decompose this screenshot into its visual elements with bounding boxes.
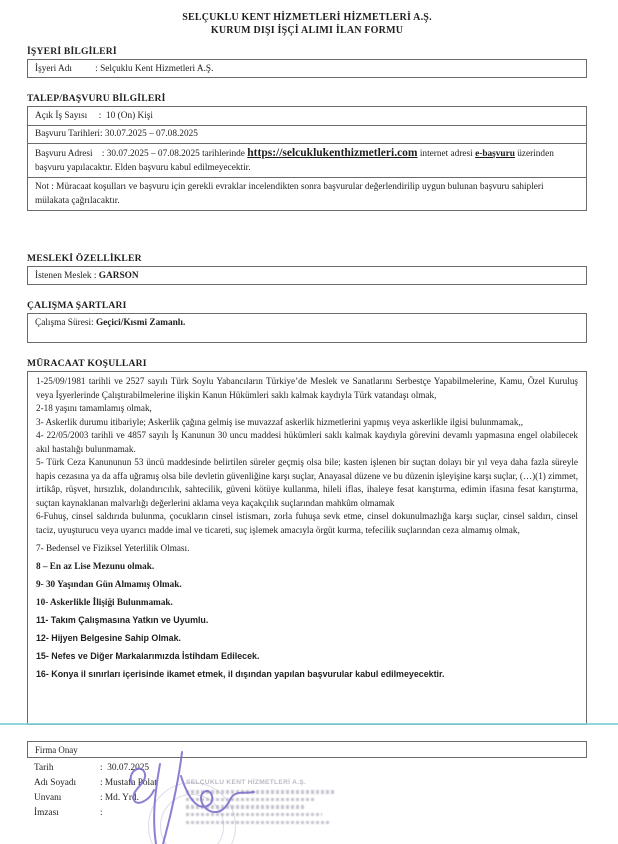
mesleki-box: [27, 266, 587, 285]
calisma-value: Geçici/Kısmi Zamanlı.: [95, 317, 186, 328]
form-title-line1: SELÇUKLU KENT HİZMETLERİ HİZMETLERİ A.Ş.: [182, 12, 432, 23]
signature-row-label: İmzası: [34, 808, 59, 818]
meslek-value: GARSON: [98, 270, 139, 281]
muracaat-item: 8 – En az Lise Mezunu olmak.: [36, 560, 155, 571]
company-stamp-title: SELÇUKLU KENT HİZMETLERİ A.Ş.: [186, 779, 307, 786]
muracaat-item: 5- Türk Ceza Kanununun 53 üncü maddesinde belirtilen süreler geçmiş olsa bile; kasten işlenen bir suçtan dolayı bir yıl veya daha fazla süreyle hapis cezasına ya da affa uğramış olsa bile devletin güvenliğine karşı suçlar, Anayasal düzene ve bu düzenin işleyişine karşı suçlar, (…)(1) zimmet, irtikâp, rüşvet, hırsızlık, dolandırıcılık, sahtecilik, güveni kötüye kullanma, hileli iflas, ihaleye fesat karıştırma, edimin ifasına fesat karıştırma, suçtan kaynaklanan malvarlığı değerlerini aklama veya kaçakçılık suçlarından mahkûm olmamak: [36, 457, 578, 508]
signature-row-value: : 30.07.2025: [100, 763, 150, 773]
muracaat-item: 9- 30 Yaşından Gün Almamış Olmak.: [36, 578, 182, 589]
calisma-box: [27, 313, 587, 343]
calisma-suresi-row: [28, 314, 586, 331]
muracaat-item: 4- 22/05/2003 tarihli ve 4857 sayılı İş Kanunun 30 uncu maddesi hükümleri saklı kalmak kaydıyla görevini devamlı yapmasına engel olabilecek akıl hastalığı bulunmamak.: [36, 430, 578, 454]
calisma-label: Çalışma Süresi:: [35, 317, 96, 328]
row-acik-is-sayisi: Açık İş Sayısı : 10 (On) Kişi: [28, 107, 586, 126]
section-heading-mesleki: MESLEKİ ÖZELLİKLER: [27, 253, 142, 264]
section-heading-calisma: ÇALIŞMA ŞARTLARI: [27, 300, 127, 311]
istenen-meslek-row: [28, 267, 586, 284]
firma-onay-label: Firma Onay: [35, 744, 78, 755]
signature-row-value: :: [100, 808, 103, 818]
application-url: https://selcuklukenthizmetleri.com: [247, 146, 418, 159]
section-heading-talep: TALEP/BAŞVURU BİLGİLERİ: [27, 93, 166, 104]
muracaat-item: 6-Fuhuş, cinsel saldırıda bulunma, çocukların cinsel istismarı, zorla fuhuşa sevk etme, cinsel dokunulmazlığa karşı suçlar, cinsel saldırı, cinsel taciz, uyuşturucu veya uyarıcı madde imal ve ticareti, suç işlemek amacıyla örgüt kurma, tefecilik suçlarından ceza almamış olmak,: [36, 511, 578, 535]
signature-row-label: Unvanı: [34, 793, 62, 803]
form-title: [27, 11, 587, 37]
talep-table: [27, 106, 587, 211]
firma-onay-box: [27, 741, 587, 758]
handwritten-signature: [118, 748, 278, 844]
form-title-line2: KURUM DIŞI İŞÇİ ALIMI İLAN FORMU: [210, 25, 404, 36]
muracaat-item: 3- Askerlik durumu itibariyle; Askerlik çağına gelmiş ise muvazzaf askerlik hizmetlerini yapmış veya askerlikle ilgisi bulunmamak,,: [36, 416, 524, 427]
row-basvuru-adresi: [28, 144, 586, 178]
signature-row-label: Tarih: [34, 763, 54, 773]
form-content: [27, 0, 587, 821]
muracaat-item: 10- Askerlikle İlişiği Bulunmamak.: [36, 596, 173, 607]
adres-post: üzerinden başvuru yapılacaktır. Elden başvuru kabul edilmeyecektir.: [35, 148, 557, 173]
row-basvuru-tarihleri: Başvuru Tarihleri: 30.07.2025 – 07.08.2025: [28, 126, 586, 145]
signature-row-value: : Md. Yrd.: [100, 793, 139, 803]
muracaat-item: 15- Nefes ve Diğer Markalarımızda İstihdam Edilecek.: [36, 650, 260, 661]
adres-mid: internet adresi: [417, 148, 476, 159]
adres-pre: Başvuru Adresi : 30.07.2025 – 07.08.2025 tarihlerinde: [35, 148, 248, 159]
ebasvuru-link-text: e-başvuru: [475, 148, 515, 159]
muracaat-item: 7- Bedensel ve Fiziksel Yeterlilik Olması.: [36, 542, 190, 553]
isyeri-box: [27, 59, 587, 78]
meslek-label: İstenen Meslek :: [35, 270, 99, 281]
muracaat-item: 1-25/09/1981 tarihli ve 2527 sayılı Türk Soylu Yabancıların Türkiye’de Meslek ve Sanatlarını Serbestçe Yapabilmelerine, Kamu, Özel Kuruluş veya İşyerlerinde Çalıştırabilmelerine ilişkin Kanun Hükümleri saklı kalmak kaydıyla Türk vatandaşı olmak,: [36, 376, 578, 400]
muracaat-box: [27, 371, 587, 725]
section-heading-muracaat: MÜRACAAT KOŞULLARI: [27, 358, 147, 369]
section-heading-isyeri: İŞYERİ BİLGİLERİ: [27, 46, 117, 57]
muracaat-item: 16- Konya il sınırları içerisinde ikamet etmek, il dışından yapılan başvurular kabul edilmeyecektir.: [36, 668, 445, 679]
muracaat-item: 12- Hijyen Belgesine Sahip Olmak.: [36, 632, 182, 643]
signature-row: [27, 761, 587, 776]
scan-artifact-line: [0, 723, 618, 725]
muracaat-item: 2-18 yaşını tamamlamış olmak,: [36, 403, 152, 413]
signature-row-value: : Mustafa Polat: [100, 778, 157, 788]
row-not: Not : Müracaat koşulları ve başvuru için gerekli evraklar incelendikten sonra başvurular değerlendirilip uygun bulunan başvuru sahipleri mülakata çağrılacaktır.: [35, 181, 546, 206]
isyeri-name-row: İşyeri Adı : Selçuklu Kent Hizmetleri A.Ş.: [35, 63, 214, 74]
signature-row-label: Adı Soyadı: [34, 778, 77, 788]
muracaat-item: 11- Takım Çalışmasına Yatkın ve Uyumlu.: [36, 614, 209, 625]
